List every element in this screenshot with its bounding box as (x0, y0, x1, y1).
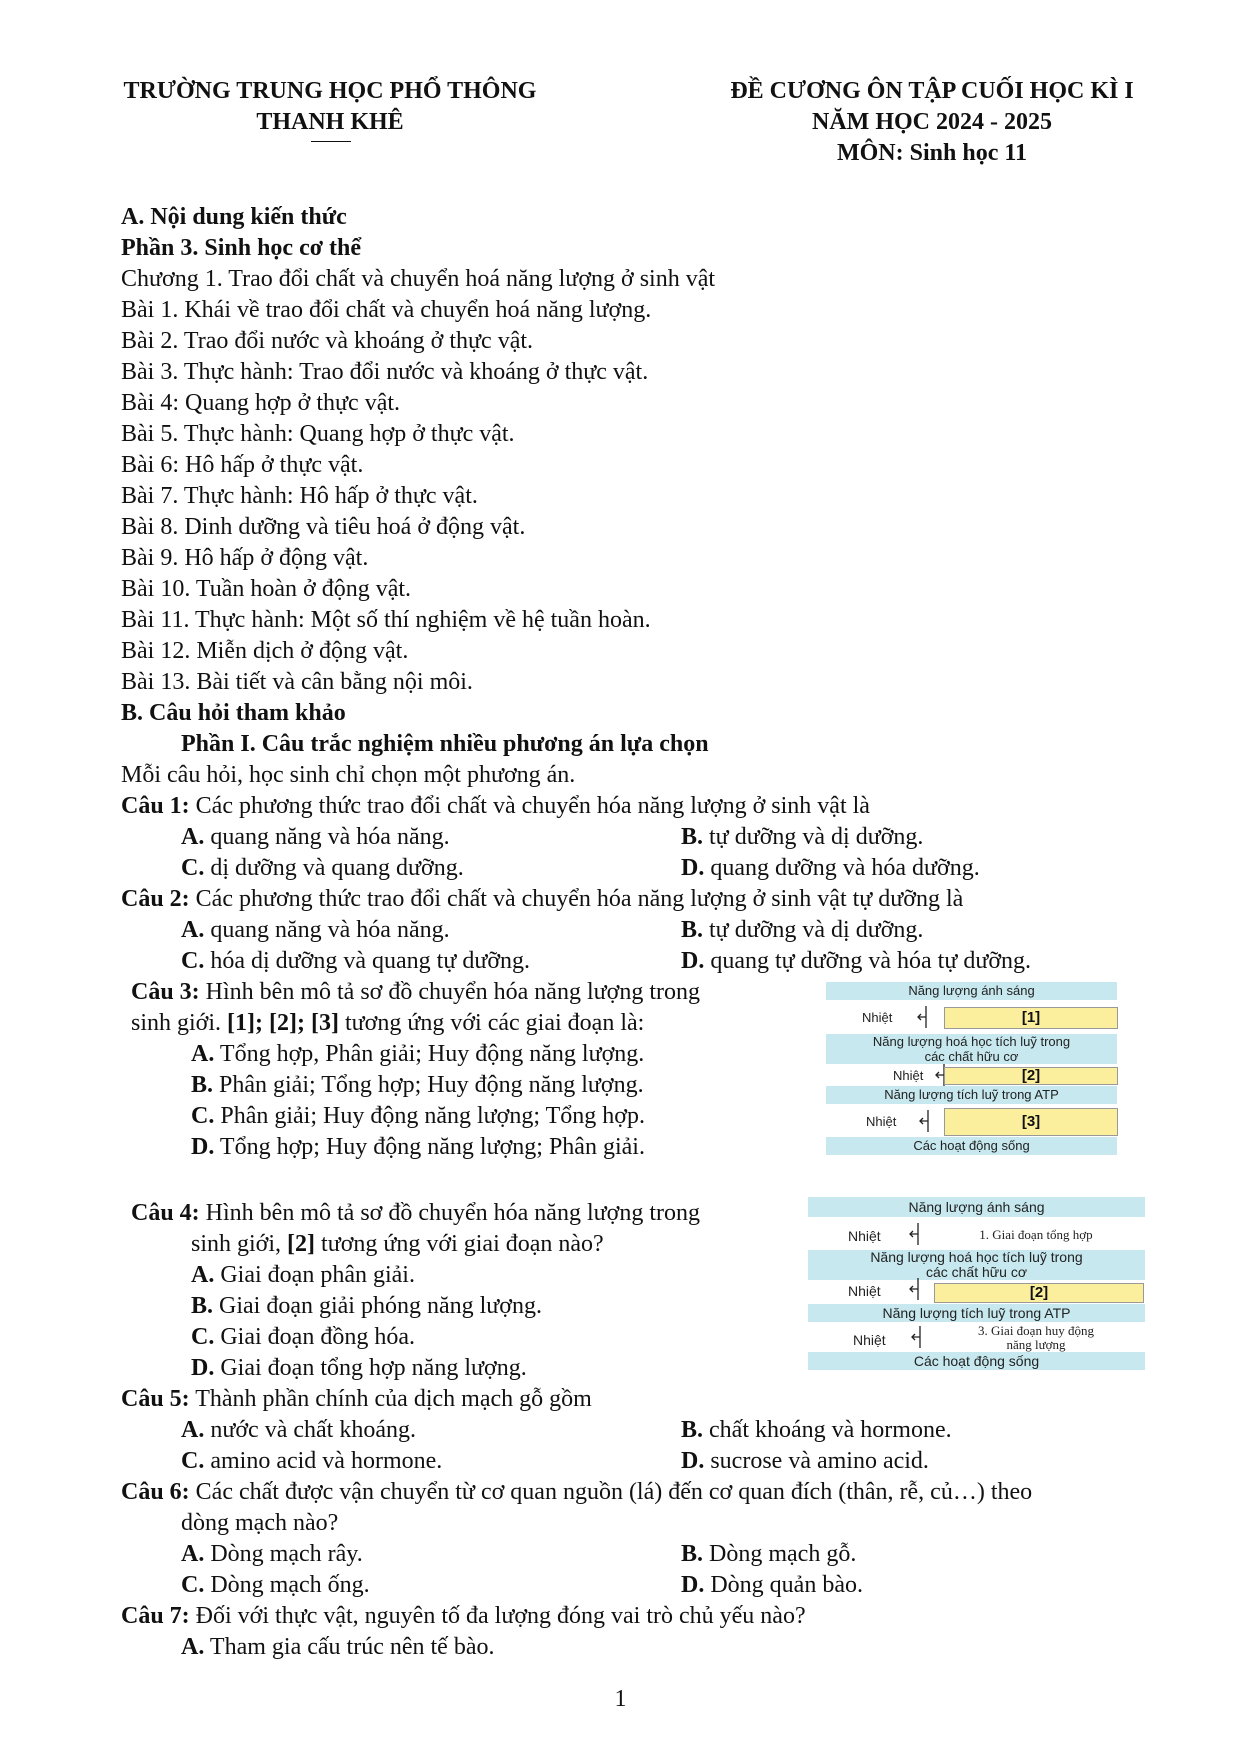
option-b (681, 1416, 952, 1444)
life-activities-bar: Các hoạt động sống (808, 1352, 1145, 1370)
option-c (191, 1323, 415, 1351)
option-c (181, 1447, 442, 1475)
option-text: tự dưỡng và dị dưỡng. (709, 917, 924, 943)
lesson-item: Bài 6: Hô hấp ở thực vật. (121, 452, 364, 478)
stage-box-2: [2] (934, 1283, 1144, 1303)
option-label: D. (191, 1355, 215, 1381)
school-name-line2: THANH KHÊ (256, 109, 404, 135)
option-c (191, 1102, 645, 1130)
option-label: D. (681, 1448, 705, 1474)
option-text: Giai đoạn tổng hợp năng lượng. (220, 1355, 527, 1381)
school-name-line1: TRƯỜNG TRUNG HỌC PHỔ THÔNG (123, 78, 537, 104)
question-label: Câu 1: (121, 793, 190, 819)
document-title: ĐỀ CƯƠNG ÔN TẬP CUỐI HỌC KÌ I (730, 78, 1134, 104)
chemical-energy-bar (808, 1250, 1145, 1280)
question-text: sinh giới, (191, 1231, 288, 1257)
option-text: quang tự dưỡng và hóa tự dưỡng. (710, 948, 1032, 974)
bar-text: Năng lượng hoá học tích luỹ trong (870, 1249, 1083, 1265)
question-text: Thành phần chính của dịch mạch gỗ gồm (189, 1386, 592, 1412)
option-label: C. (181, 948, 205, 974)
option-text: Phân giải; Huy động năng lượng; Tổng hợp. (220, 1103, 645, 1129)
option-text: Giai đoạn đồng hóa. (220, 1324, 415, 1350)
option-text: Dòng quản bào. (710, 1572, 863, 1598)
stage-box-1: [1] (944, 1007, 1118, 1029)
bar-text: Năng lượng hoá học tích luỹ trong (872, 1034, 1071, 1049)
lesson-item: Bài 1. Khái về trao đổi chất và chuyển hoá năng lượng. (121, 297, 652, 323)
question-text: Đối với thực vật, nguyên tố đa lượng đóng vai trò chủ yếu nào? (189, 1603, 806, 1629)
option-d (191, 1354, 527, 1382)
option-label: A. (181, 917, 205, 943)
option-label: C. (191, 1103, 215, 1129)
lesson-item: Bài 4: Quang hợp ở thực vật. (121, 390, 401, 416)
option-label: C. (191, 1324, 215, 1350)
chapter-title: Chương 1. Trao đổi chất và chuyển hoá năng lượng ở sinh vật (121, 266, 716, 292)
option-text: tự dưỡng và dị dưỡng. (709, 824, 924, 850)
option-label: B. (191, 1293, 214, 1319)
lesson-item: Bài 2. Trao đổi nước và khoáng ở thực vật. (121, 328, 534, 354)
option-text: Dòng mạch gỗ. (709, 1541, 857, 1567)
heat-arrow-icon (916, 1006, 930, 1028)
question-3-line2 (131, 1009, 644, 1037)
lesson-item: Bài 5. Thực hành: Quang hợp ở thực vật. (121, 421, 515, 447)
document-title-block (672, 76, 1192, 169)
option-c (181, 854, 464, 882)
instruction-text: Mỗi câu hỏi, học sinh chỉ chọn một phương án. (121, 762, 576, 788)
option-d (191, 1133, 645, 1161)
option-label: C. (181, 855, 205, 881)
option-label: A. (191, 1262, 215, 1288)
question-3 (131, 978, 700, 1006)
option-c (181, 1571, 370, 1599)
option-text: dị dưỡng và quang dưỡng. (210, 855, 464, 881)
lesson-item: Bài 8. Dinh dưỡng và tiêu hoá ở động vật. (121, 514, 526, 540)
option-label: B. (191, 1072, 214, 1098)
bar-text: các chất hữu cơ (924, 1049, 1019, 1064)
question-text: Các chất được vận chuyển từ cơ quan nguồn (lá) đến cơ quan đích (thân, rễ, củ…) theo (189, 1479, 1033, 1505)
question-text: sinh giới. (131, 1010, 228, 1036)
option-label: C. (181, 1572, 205, 1598)
option-text: Phân giải; Tổng hợp; Huy động năng lượng. (219, 1072, 644, 1098)
stage-text: 3. Giai đoạn huy động (978, 1323, 1094, 1338)
question-5 (121, 1385, 592, 1413)
question-1 (121, 792, 870, 820)
question-label: Câu 3: (131, 979, 200, 1005)
question-label: Câu 7: (121, 1603, 190, 1629)
question-6-line2: dòng mạch nào? (181, 1510, 339, 1536)
stage-box-3: [3] (944, 1108, 1118, 1136)
question-label: Câu 6: (121, 1479, 190, 1505)
option-label: A. (181, 1541, 205, 1567)
bar-text: các chất hữu cơ (925, 1264, 1028, 1280)
option-label: A. (191, 1041, 215, 1067)
option-label: B. (681, 917, 704, 943)
option-label: D. (681, 855, 705, 881)
heat-label: Nhiệt (848, 1228, 881, 1244)
option-text: Dòng mạch rây. (210, 1541, 363, 1567)
page-number: 1 (614, 1686, 627, 1712)
option-b (681, 823, 923, 851)
question-label: Câu 5: (121, 1386, 190, 1412)
heat-arrow-icon (918, 1110, 932, 1132)
option-d (681, 1447, 929, 1475)
part-1-heading: Phần I. Câu trắc nghiệm nhiều phương án lựa chọn (181, 731, 709, 757)
lesson-item: Bài 11. Thực hành: Một số thí nghiệm về hệ tuần hoàn. (121, 607, 651, 633)
question-text: Các phương thức trao đổi chất và chuyển hóa năng lượng ở sinh vật tự dưỡng là (189, 886, 964, 912)
stage-box-2: [2] (944, 1067, 1118, 1085)
option-a (191, 1261, 415, 1289)
lesson-item: Bài 7. Thực hành: Hô hấp ở thực vật. (121, 483, 478, 509)
option-text: quang năng và hóa năng. (210, 824, 450, 850)
lesson-item: Bài 10. Tuần hoàn ở động vật. (121, 576, 412, 602)
option-b (191, 1071, 644, 1099)
option-b (681, 1540, 856, 1568)
light-energy-bar: Năng lượng ánh sáng (808, 1197, 1145, 1217)
lesson-item: Bài 9. Hô hấp ở động vật. (121, 545, 369, 571)
heat-label: Nhiệt (862, 1010, 893, 1025)
stage-text: năng lượng (1006, 1337, 1066, 1352)
question-text: tương ứng với giai đoạn nào? (315, 1231, 604, 1257)
question-text: Hình bên mô tả sơ đồ chuyển hóa năng lượng trong (199, 979, 700, 1005)
option-a (181, 823, 450, 851)
option-text: nước và chất khoáng. (210, 1417, 416, 1443)
question-text: Hình bên mô tả sơ đồ chuyển hóa năng lượng trong (199, 1200, 700, 1226)
option-text: sucrose và amino acid. (710, 1448, 929, 1474)
school-header (70, 76, 590, 138)
question-text-bold: [1]; [2]; [3] (227, 1010, 339, 1036)
question-label: Câu 4: (131, 1200, 200, 1226)
heat-arrow-icon (910, 1326, 924, 1348)
header-underline (311, 141, 351, 142)
atp-energy-bar: Năng lượng tích luỹ trong ATP (808, 1304, 1145, 1322)
lesson-item: Bài 3. Thực hành: Trao đổi nước và khoáng ở thực vật. (121, 359, 649, 385)
light-energy-bar: Năng lượng ánh sáng (826, 982, 1117, 1000)
heat-label: Nhiệt (866, 1114, 897, 1129)
subject: MÔN: Sinh học 11 (836, 140, 1028, 166)
section-a-heading: A. Nội dung kiến thức (121, 204, 347, 230)
option-label: B. (681, 824, 704, 850)
option-label: D. (681, 948, 705, 974)
option-label: A. (181, 1634, 205, 1660)
option-d (681, 947, 1031, 975)
school-year: NĂM HỌC 2024 - 2025 (812, 109, 1052, 135)
option-c (181, 947, 530, 975)
option-text: Dòng mạch ống. (210, 1572, 370, 1598)
option-text: Giai đoạn giải phóng năng lượng. (219, 1293, 542, 1319)
heat-label: Nhiệt (853, 1332, 886, 1348)
part-3-heading: Phần 3. Sinh học cơ thể (121, 235, 361, 261)
option-label: A. (181, 1417, 205, 1443)
option-b (681, 916, 923, 944)
option-text: Tổng hợp; Huy động năng lượng; Phân giải. (219, 1134, 645, 1160)
heat-label: Nhiệt (848, 1283, 881, 1299)
heat-label: Nhiệt (893, 1068, 924, 1083)
option-label: C. (181, 1448, 205, 1474)
option-label: D. (191, 1134, 215, 1160)
lesson-item: Bài 13. Bài tiết và cân bằng nội môi. (121, 669, 473, 695)
option-text: quang dưỡng và hóa dưỡng. (710, 855, 980, 881)
question-label: Câu 2: (121, 886, 190, 912)
option-label: D. (681, 1572, 705, 1598)
stage-3-label (936, 1324, 1136, 1352)
option-label: B. (681, 1417, 704, 1443)
option-a (181, 1633, 494, 1661)
life-activities-bar: Các hoạt động sống (826, 1137, 1117, 1155)
option-text: amino acid và hormone. (210, 1448, 443, 1474)
option-d (681, 854, 980, 882)
option-a (191, 1040, 644, 1068)
section-b-heading: B. Câu hỏi tham khảo (121, 700, 346, 726)
lesson-item: Bài 12. Miễn dịch ở động vật. (121, 638, 409, 664)
option-a (181, 916, 450, 944)
option-label: A. (181, 824, 205, 850)
stage-1-label: 1. Giai đoạn tổng hợp (979, 1227, 1093, 1242)
option-d (681, 1571, 863, 1599)
heat-arrow-icon (908, 1223, 922, 1245)
option-a (181, 1540, 363, 1568)
option-a (181, 1416, 416, 1444)
chemical-energy-bar (826, 1034, 1117, 1064)
option-label: B. (681, 1541, 704, 1567)
option-text: Giai đoạn phân giải. (220, 1262, 415, 1288)
option-b (191, 1292, 542, 1320)
question-2 (121, 885, 963, 913)
question-7 (121, 1602, 806, 1630)
option-text: hóa dị dưỡng và quang tự dưỡng. (210, 948, 531, 974)
question-6 (121, 1478, 1032, 1506)
question-text: Các phương thức trao đổi chất và chuyển hóa năng lượng ở sinh vật là (189, 793, 870, 819)
heat-arrow-icon (908, 1278, 922, 1300)
question-4-line2 (191, 1230, 604, 1258)
question-text-bold: [2] (287, 1231, 316, 1257)
atp-energy-bar: Năng lượng tích luỹ trong ATP (826, 1086, 1117, 1104)
question-4 (131, 1199, 700, 1227)
question-text: tương ứng với các giai đoạn là: (338, 1010, 645, 1036)
option-text: Tổng hợp, Phân giải; Huy động năng lượng. (219, 1041, 645, 1067)
option-text: chất khoáng và hormone. (709, 1417, 952, 1443)
option-text: quang năng và hóa năng. (210, 917, 450, 943)
option-text: Tham gia cấu trúc nên tế bào. (209, 1634, 495, 1660)
